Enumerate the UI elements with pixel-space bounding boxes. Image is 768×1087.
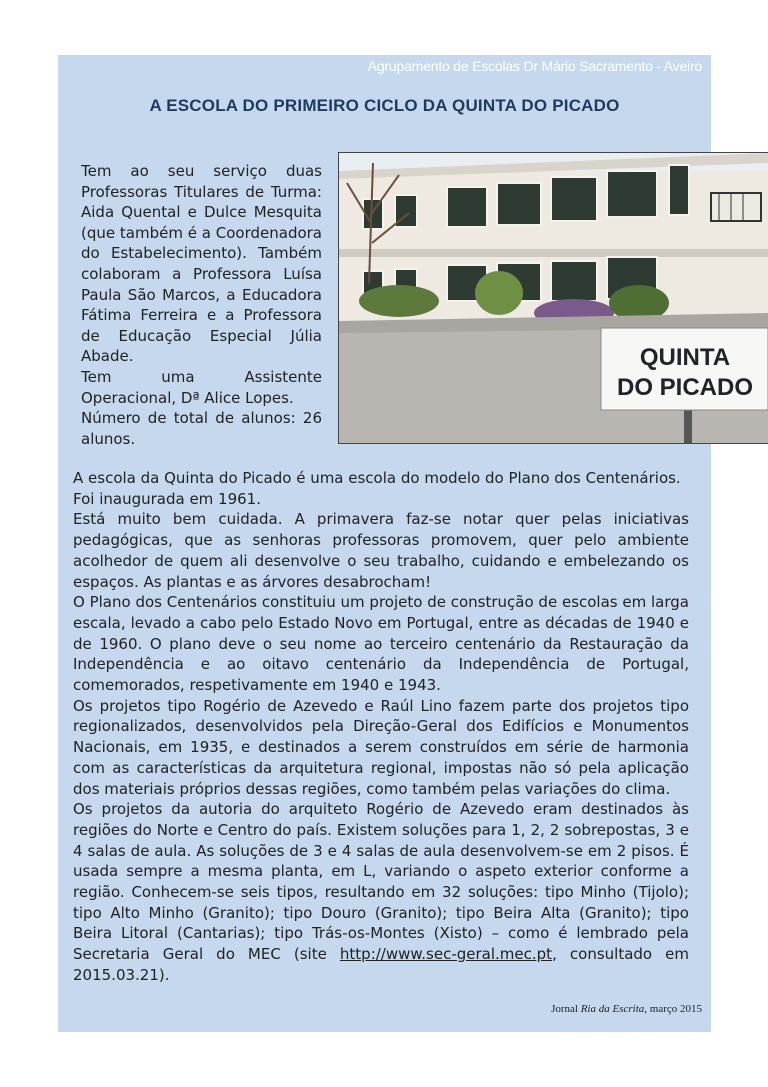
sign-text-line2: DO PICADO xyxy=(616,374,754,401)
school-group-header: Agrupamento de Escolas Dr Mário Sacramento - Aveiro xyxy=(367,58,702,74)
publication-footer xyxy=(551,1003,702,1015)
architect-text-end: , consultado em 2015.03.21). xyxy=(73,945,689,984)
intro-paragraph-staff: Tem ao seu serviço duas Professoras Titulares de Turma: Aida Quental e Dulce Mesquita (que também é a Coordenadora do Estabelecimento). Também colaboram a Professora Luísa Paula São Marcos, a Educadora Fátima Ferreira e a Professora de Educação Especial Júlia Abade. xyxy=(81,162,322,366)
body-paragraph-inauguration: Foi inaugurada em 1961. xyxy=(73,489,261,508)
sign-text-line1: QUINTA xyxy=(639,344,731,371)
footer-publication: Ria da Escrita xyxy=(580,1003,645,1015)
intro-text-block xyxy=(81,161,322,449)
sec-geral-link[interactable]: http://www.sec-geral.mec.pt xyxy=(339,945,553,964)
article-body xyxy=(73,468,689,986)
article-title: A ESCOLA DO PRIMEIRO CICLO DA QUINTA DO PICADO xyxy=(149,96,620,115)
body-paragraph-projects: Os projetos tipo Rogério de Azevedo e Raúl Lino fazem parte dos projetos tipo regionalizados, desenvolvidos pela Direção-Geral dos Edifícios e Monumentos Nacionais, em 1935, e destinados a serem construídos em série de harmonia com as características da arquitetura regional, impostas não só pela aplicação dos materiais próprios dessas regiões, como também pelas variações do clima. xyxy=(73,696,689,798)
body-paragraph-model: A escola da Quinta do Picado é uma escola do modelo do Plano dos Centenários. xyxy=(73,469,681,487)
school-photo xyxy=(338,152,768,444)
intro-paragraph-assistant: Tem uma Assistente Operacional, Dª Alice Lopes. xyxy=(81,367,322,407)
body-paragraph-care: Está muito bem cuidada. A primavera faz-se notar quer pelas iniciativas pedagógicas, que as senhoras professoras promovem, quer pelo ambiente acolhedor de quem ali desenvolve o seu trabalho, cuidando e embelezando os espaços. As plantas e as árvores desabrocham! xyxy=(73,510,689,591)
footer-date: , março 2015 xyxy=(644,1003,702,1015)
intro-paragraph-students: Número de total de alunos: 26 alunos. xyxy=(81,409,322,448)
body-paragraph-plan: O Plano dos Centenários constituiu um projeto de construção de escolas em larga escala, levado a cabo pelo Estado Novo em Portugal, entre as décadas de 1940 e de 1960. O plano deve o seu nome ao terceiro centenário da Restauração da Independência e ao oitavo centenário da Independência de Portugal, comemorados, respetivamente em 1940 e 1943. xyxy=(73,593,689,695)
architect-text: Os projetos da autoria do arquiteto Rogério de Azevedo eram destinados às regiões do Norte e Centro do país. Existem soluções para 1, 2, 2 sobrepostas, 3 e 4 salas de aula. As soluções de 3 e 4 salas de aula desenvolvem-se em 2 pisos. É usada sempre a mesma planta, em L, variando o aspeto exterior conforme a região. Conhecem-se seis tipos, resultando em 32 soluções: tipo Minho (Tijolo); tipo Alto Minho (Granito); tipo Douro (Granito); tipo Beira Alta (Granito); tipo Beira Litoral (Cantarias); tipo Trás-os-Montes (Xisto) – como é lembrado pela Secretaria Geral do MEC (site xyxy=(73,800,689,964)
body-paragraph-architect xyxy=(73,799,689,985)
footer-prefix: Jornal xyxy=(551,1003,581,1015)
